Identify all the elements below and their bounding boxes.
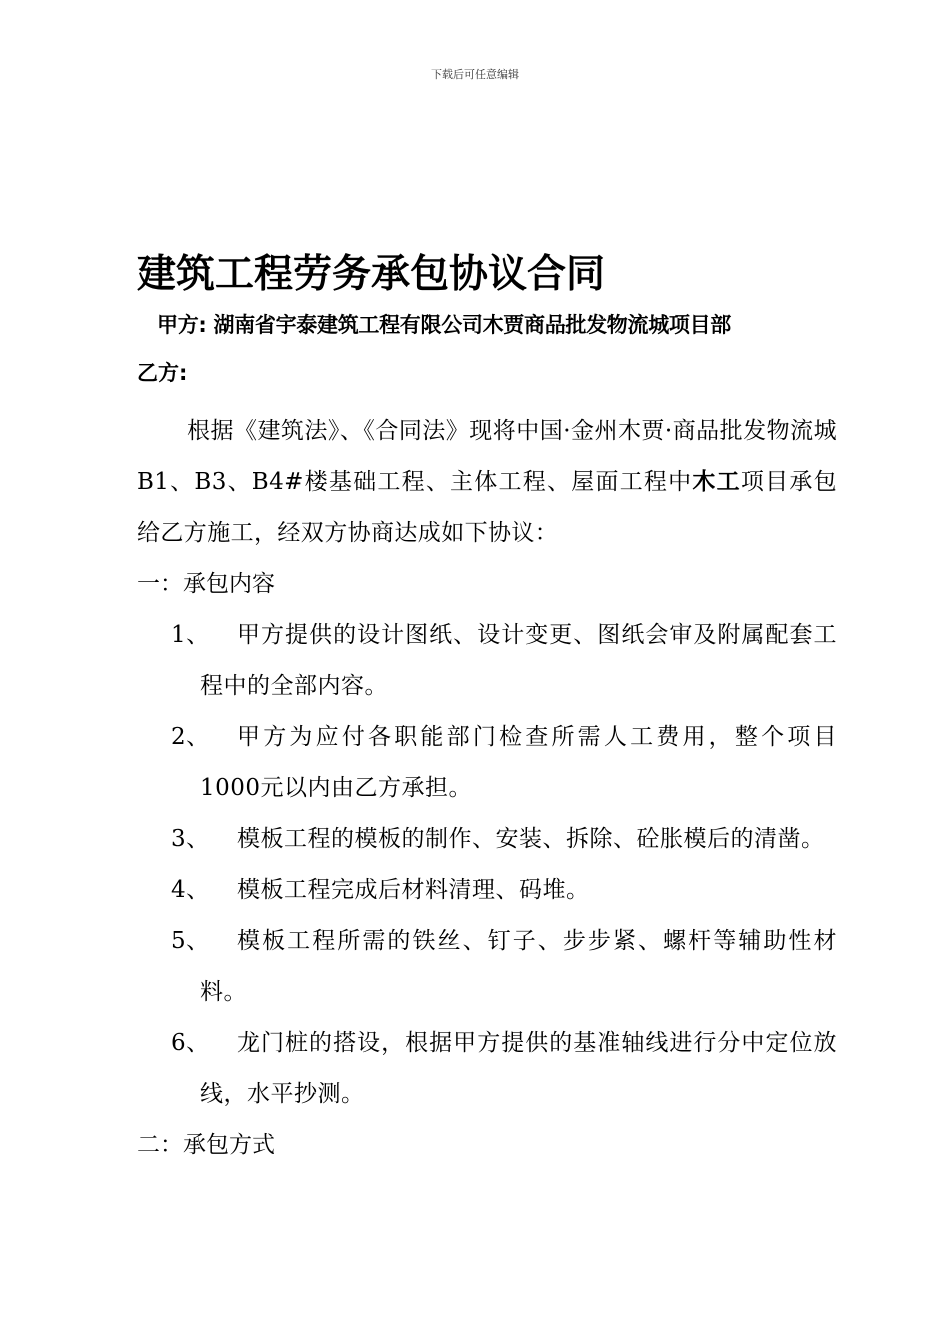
list-item-text: 甲方为应付各职能部门检查所需人工费用，整个项目1000元以内由乙方承担。 <box>200 724 837 801</box>
list-item <box>137 916 837 1018</box>
list-item-text: 模板工程完成后材料清理、码堆。 <box>237 877 590 903</box>
intro-paragraph <box>137 406 837 559</box>
list-item-number: 4、 <box>171 877 210 903</box>
party-b: 乙方: <box>137 361 188 385</box>
list-item <box>137 814 837 865</box>
list-item-number: 3、 <box>171 826 210 852</box>
section-heading-2: 二：承包方式 <box>137 1132 275 1158</box>
list-item <box>137 712 837 814</box>
party-a: 甲方: 湖南省宇泰建筑工程有限公司木贾商品批发物流城项目部 <box>157 313 732 337</box>
list-item-number: 6、 <box>171 1030 210 1056</box>
list-item <box>137 610 837 712</box>
list-item-text: 模板工程的模板的制作、安装、拆除、砼胀模后的清凿。 <box>237 826 825 852</box>
header-note: 下载后可任意编辑 <box>431 68 519 81</box>
intro-bold-text: 木工 <box>692 469 741 495</box>
list-item-text: 龙门桩的搭设，根据甲方提供的基准轴线进行分中定位放线，水平抄测。 <box>200 1030 837 1107</box>
list-item-number: 5、 <box>171 928 210 954</box>
list-item-text: 模板工程所需的铁丝、钉子、步步紧、螺杆等辅助性材料。 <box>200 928 837 1005</box>
list-item <box>137 865 837 916</box>
list-item <box>137 1018 837 1120</box>
section-heading-1: 一：承包内容 <box>137 571 275 597</box>
list-item-number: 1、 <box>171 622 210 648</box>
intro-text-1: 根据《建筑法》、《合同法》现将中国·金州木贾·商品批发物流城 B1、B3、B4#楼基础工程、主体工程、屋面工程中 <box>137 418 837 495</box>
list-item-number: 2、 <box>171 724 210 750</box>
list-item-text: 甲方提供的设计图纸、设计变更、图纸会审及附属配套工程中的全部内容。 <box>200 622 837 699</box>
intro-text-2: 项目承包给乙方施工，经双方协商达成如下协议： <box>137 469 837 546</box>
document-title: 建筑工程劳务承包协议合同 <box>137 252 606 297</box>
document-body <box>137 250 837 1171</box>
